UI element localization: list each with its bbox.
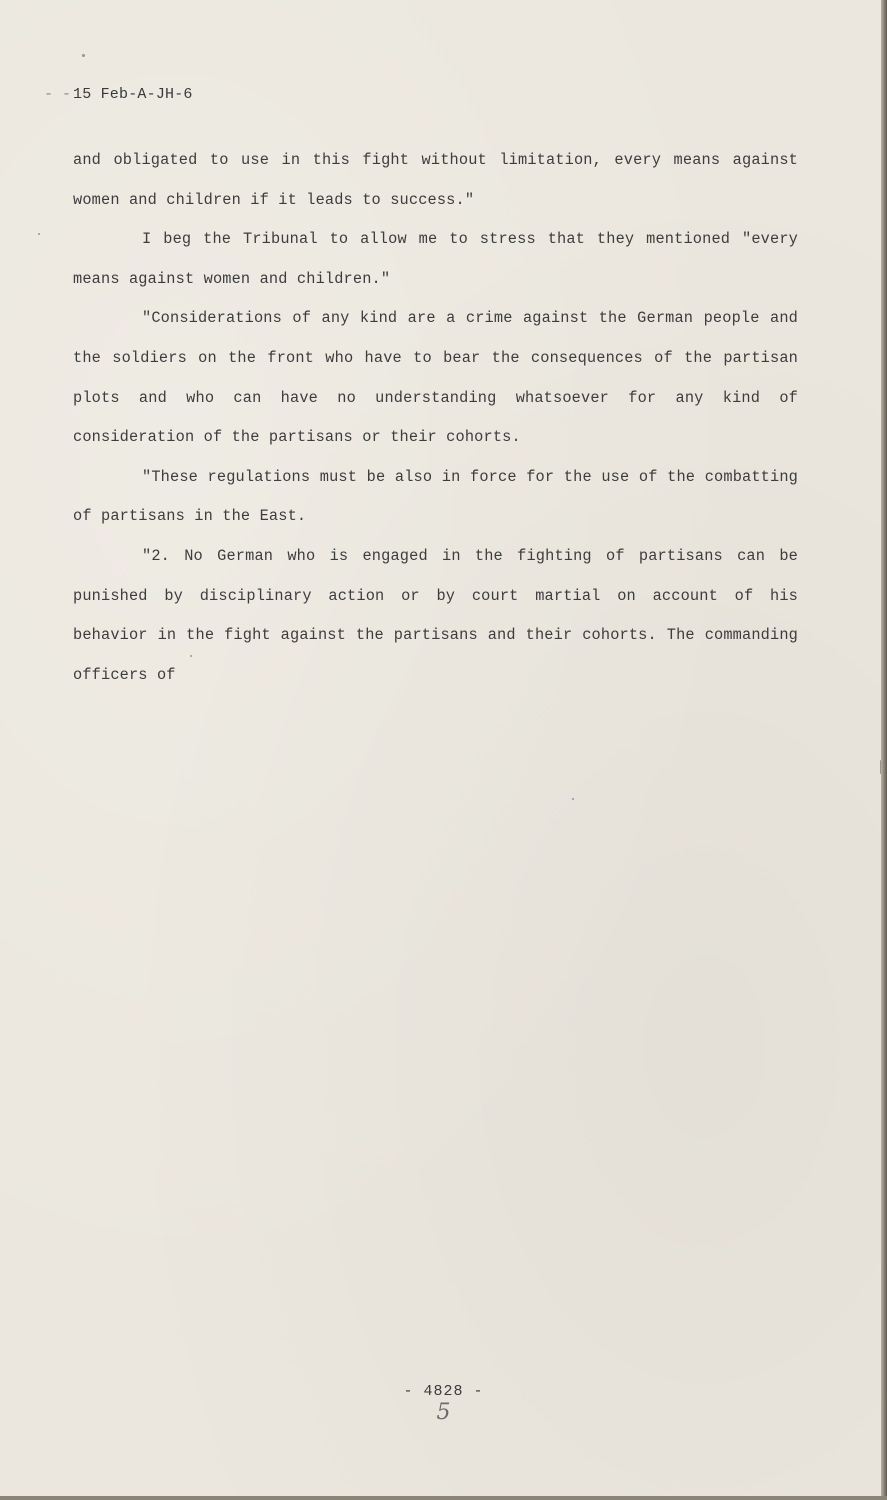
paragraph-1: and obligated to use in this fight without limitation, every means against women and children if it leads to success.": [73, 151, 798, 209]
paper-speck: [82, 54, 85, 57]
document-header: 15 Feb-A-JH-6: [73, 86, 193, 103]
paper-edge-right: [881, 0, 887, 1500]
paper-speck: [38, 233, 40, 235]
paragraph-5: "2. No German who is engaged in the fighting of partisans can be punished by disciplinary action or by court martial on account of his behavior in the fight against the partisans and their cohorts. The commanding officers of: [73, 546, 798, 684]
margin-mark: - -: [44, 86, 72, 103]
paper-speck: [572, 798, 574, 800]
paragraph-4: "These regulations must be also in force for the use of the combatting of partisans in the East.: [73, 467, 798, 526]
paragraph-3: "Considerations of any kind are a crime against the German people and the soldiers on the front who have to bear the consequences of the partisan plots and who can have no understanding whatsoever for any kind of consideration of the partisans or their cohorts.: [73, 309, 798, 447]
paper-speck: [190, 655, 192, 657]
handwritten-page-number: 5: [436, 1400, 451, 1425]
page-number: - 4828 -: [403, 1383, 484, 1400]
paper-edge-bottom: [0, 1496, 887, 1500]
document-body: [73, 141, 798, 695]
paragraph-2: I beg the Tribunal to allow me to stress that they mentioned "every means against women and children.": [73, 230, 798, 288]
